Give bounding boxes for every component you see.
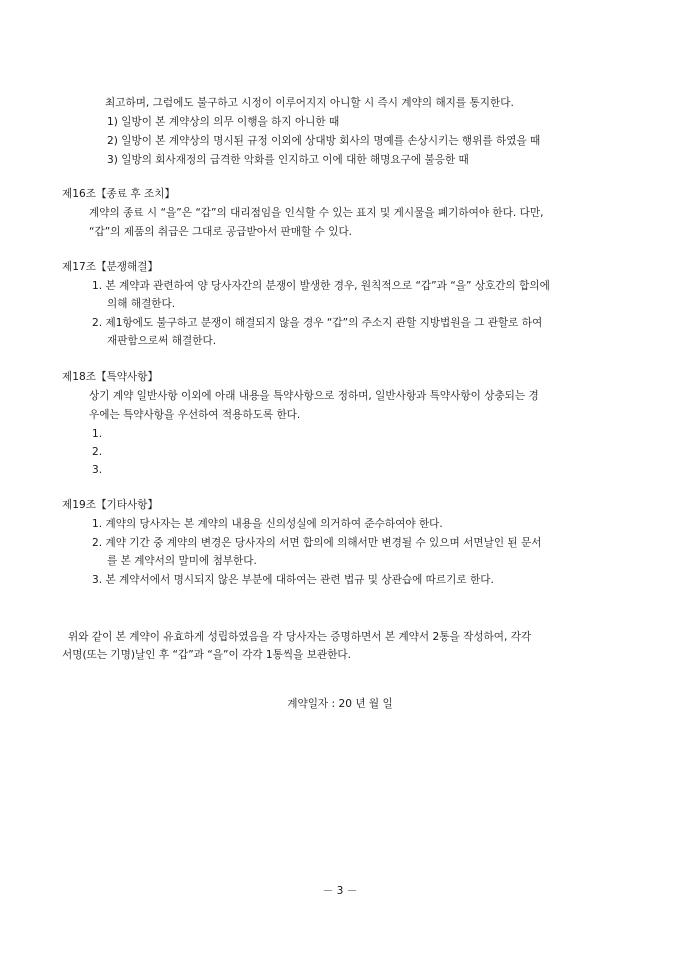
article-19-heading: 제19조【기타사항】 <box>62 499 159 511</box>
closing-statement-line-1: 위와 같이 본 계약이 유효하게 성립하였음을 각 당사자는 증명하면서 본 계약서 2통을 작성하여, 각각 <box>68 631 532 643</box>
article-17-heading: 제17조【분쟁해결】 <box>62 261 159 273</box>
termination-notice-line: 최고하며, 그럼에도 불구하고 시정이 이루어지지 아니할 시 즉시 계약의 해지를 통지한다. <box>105 97 514 109</box>
special-term-1: 1. <box>92 428 103 440</box>
article-17-clause-2-line-2: 재판함으로써 해결한다. <box>107 335 217 347</box>
article-18-text-line-1: 상기 계약 일반사항 이외에 아래 내용을 특약사항으로 정하며, 일반사항과 특약사항이 상충되는 경 <box>89 390 539 402</box>
termination-cause-2: 2) 일방이 본 계약상의 명시된 규정 이외에 상대방 회사의 명예를 손상시키는 행위를 하였을 때 <box>107 135 541 147</box>
article-17-clause-2-line-1: 2. 제1항에도 불구하고 분쟁이 해결되지 않을 경우 “갑”의 주소지 관할 지방법원을 그 관할로 하여 <box>92 317 543 329</box>
closing-statement-line-2: 서명(또는 기명)날인 후 “갑”과 “을”이 각각 1통씩을 보관한다. <box>62 649 352 661</box>
article-16-text-line-1: 계약의 종료 시 “을”은 “갑”의 대리점임을 인식할 수 있는 표지 및 게시물을 폐기하여야 한다. 다만, <box>89 207 544 219</box>
article-19-clause-2-line-2: 를 본 계약서의 말미에 첨부한다. <box>107 555 257 567</box>
article-19-clause-2-line-1: 2. 계약 기간 중 계약의 변경은 당사자의 서면 합의에 의해서만 변경될 수 있으며 서면날인 된 문서 <box>92 537 542 549</box>
special-term-2: 2. <box>92 446 103 458</box>
article-19-clause-3: 3. 본 계약서에서 명시되지 않은 부분에 대하여는 관련 법규 및 상관습에 따르기로 한다. <box>92 574 494 586</box>
article-16-heading: 제16조【종료 후 조치】 <box>62 188 176 200</box>
termination-cause-3: 3) 일방의 회사재정의 급격한 악화를 인지하고 이에 대한 해명요구에 불응한 때 <box>107 154 469 166</box>
article-18-heading: 제18조【특약사항】 <box>62 371 159 383</box>
page-number: － 3 － <box>322 885 358 897</box>
article-17-clause-1-line-1: 1. 본 계약과 관련하여 양 당사자간의 분쟁이 발생한 경우, 원칙적으로 “갑”과 “을” 상호간의 합의에 <box>92 280 550 292</box>
termination-cause-1: 1) 일방이 본 계약상의 의무 이행을 하지 아니한 때 <box>107 116 340 128</box>
article-19-clause-1: 1. 계약의 당사자는 본 계약의 내용을 신의성실에 의거하여 준수하여야 한다. <box>92 518 443 530</box>
contract-date: 계약일자 : 20 년 월 일 <box>287 698 393 710</box>
article-17-clause-1-line-2: 의해 해결한다. <box>107 298 176 310</box>
special-term-3: 3. <box>92 464 103 476</box>
article-18-text-line-2: 우에는 특약사항을 우선하여 적용하도록 한다. <box>89 409 301 421</box>
article-16-text-line-2: “갑”의 제품의 취급은 그대로 공급받아서 판매할 수 있다. <box>89 226 353 238</box>
